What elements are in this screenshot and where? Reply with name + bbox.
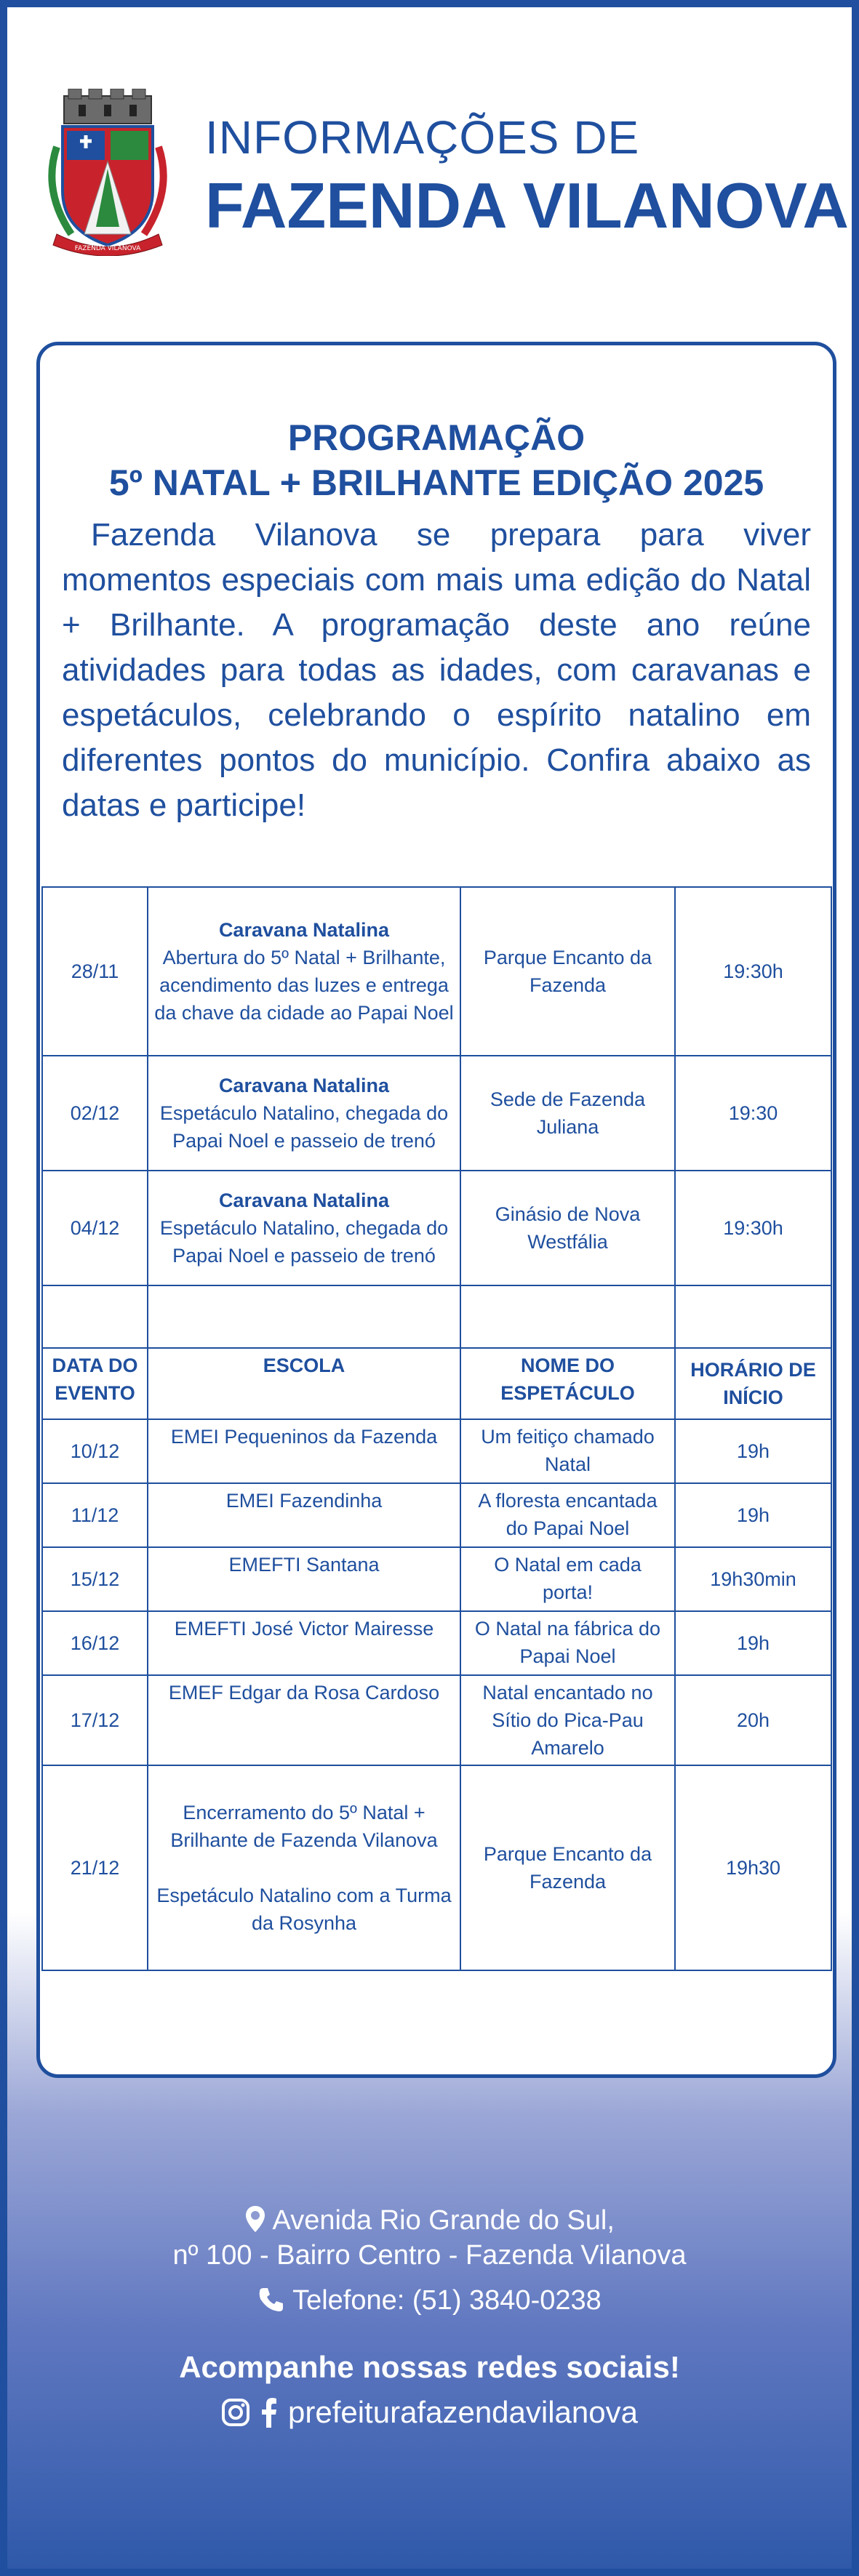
col-header-time: HORÁRIO DE INÍCIO [675,1348,831,1419]
social-title: Acompanhe nossas redes sociais! [179,2350,680,2384]
empty-row [42,1285,831,1348]
show-name: O Natal na fábrica do Papai Noel [460,1611,675,1675]
school-date: 11/12 [42,1483,148,1547]
phone-icon [257,2286,285,2314]
event-date: 02/12 [42,1056,148,1171]
event-date: 04/12 [42,1171,148,1285]
header-title-line2: FAZENDA VILANOVA [205,169,849,241]
table-row-closing [42,1765,831,1970]
school-name: EMEFTI José Victor Mairesse [148,1611,460,1675]
school-name: EMEI Fazendinha [148,1483,460,1547]
closing-line2: Espetáculo Natalino com a Turma da Rosynha [156,1885,452,1934]
program-intro: Fazenda Vilanova se prepara para viver momentos especiais com mais uma edição do Natal + Brilhante. A programação deste ano reúne atividades para todas as idades, com caravanas e espetáculos, celebrando o espírito natalino em diferentes pontos do município. Confira abaixo as datas e participe! [62,517,811,823]
show-time: 20h [675,1675,831,1765]
table-row [42,1483,831,1547]
show-time: 19h [675,1483,831,1547]
empty-cell [42,1285,148,1348]
show-time: 19h [675,1611,831,1675]
col-header-date: DATA DO EVENTO [42,1348,148,1419]
table-row [42,1675,831,1765]
event-date: 28/11 [42,887,148,1056]
address-line1: Avenida Rio Grande do Sul, [272,2205,615,2236]
schools-header-row [42,1348,831,1419]
show-time: 19h [675,1419,831,1483]
event-place: Sede de Fazenda Juliana [460,1056,675,1171]
school-name: EMEFTI Santana [148,1547,460,1611]
event-title: Caravana Natalina [218,919,390,941]
social-row[interactable] [221,2395,638,2430]
table-row [42,1171,831,1285]
event-detail: Espetáculo Natalino, chegada do Papai Noel e passeio de trenó [159,1217,449,1267]
table-row [42,1611,831,1675]
footer [7,2203,852,2431]
empty-cell [148,1285,460,1348]
closing-time: 19h30 [675,1765,831,1970]
event-place: Parque Encanto da Fazenda [460,887,675,1056]
schedule-table [41,886,832,1971]
closing-date: 21/12 [42,1765,148,1970]
event-place: Ginásio de Nova Westfália [460,1171,675,1285]
table-row [42,1056,831,1171]
closing-line1: Encerramento do 5º Natal + Brilhante de Fazenda Vilanova [170,1802,438,1851]
show-name: O Natal em cada porta! [460,1547,675,1611]
event-time: 19:30h [675,887,831,1056]
closing-description [148,1765,460,1970]
table-row [42,1547,831,1611]
program-subtitle: 5º NATAL + BRILHANTE EDIÇÃO 2025 [108,462,764,503]
show-name: A floresta encantada do Papai Noel [460,1483,675,1547]
event-title: Caravana Natalina [218,1189,390,1211]
location-pin-icon [244,2204,266,2234]
instagram-icon[interactable] [221,2398,250,2427]
table-row [42,1419,831,1483]
svg-text:FAZENDA VILANOVA: FAZENDA VILANOVA [74,245,141,252]
empty-cell [675,1285,831,1348]
empty-cell [460,1285,675,1348]
event-description [148,1171,460,1285]
header [7,7,852,298]
school-date: 16/12 [42,1611,148,1675]
event-description [148,887,460,1056]
program-card [36,342,836,2078]
event-time: 19:30 [675,1056,831,1171]
phone-number: Telefone: (51) 3840-0238 [292,2285,602,2316]
school-date: 17/12 [42,1675,148,1765]
municipal-crest-icon [35,89,180,256]
event-detail: Espetáculo Natalino, chegada do Papai Noel e passeio de trenó [159,1102,449,1152]
show-name: Um feitiço chamado Natal [460,1419,675,1483]
event-time: 19:30h [675,1171,831,1285]
school-name: EMEI Pequeninos da Fazenda [148,1419,460,1483]
school-date: 15/12 [42,1547,148,1611]
col-header-school: ESCOLA [148,1348,460,1419]
phone-row [7,2283,852,2318]
school-name: EMEF Edgar da Rosa Cardoso [148,1675,460,1765]
school-date: 10/12 [42,1419,148,1483]
event-detail: Abertura do 5º Natal + Brilhante, acendimento das luzes e entrega da chave da cidade ao Papai Noel [154,947,454,1024]
event-title: Caravana Natalina [218,1075,390,1096]
address [7,2203,852,2238]
program-title: PROGRAMAÇÃO [287,417,586,458]
header-title-line1: INFORMAÇÕES DE [205,111,640,164]
closing-place: Parque Encanto da Fazenda [460,1765,675,1970]
show-time: 19h30min [675,1547,831,1611]
facebook-icon[interactable] [260,2397,278,2428]
col-header-show: NOME DO ESPETÁCULO [460,1348,675,1419]
social-handle[interactable]: prefeiturafazendavilanova [288,2395,638,2429]
show-name: Natal encantado no Sítio do Pica-Pau Amarelo [460,1675,675,1765]
address-line2: nº 100 - Bairro Centro - Fazenda Vilanova [172,2240,687,2271]
table-row [42,887,831,1056]
event-description [148,1056,460,1171]
